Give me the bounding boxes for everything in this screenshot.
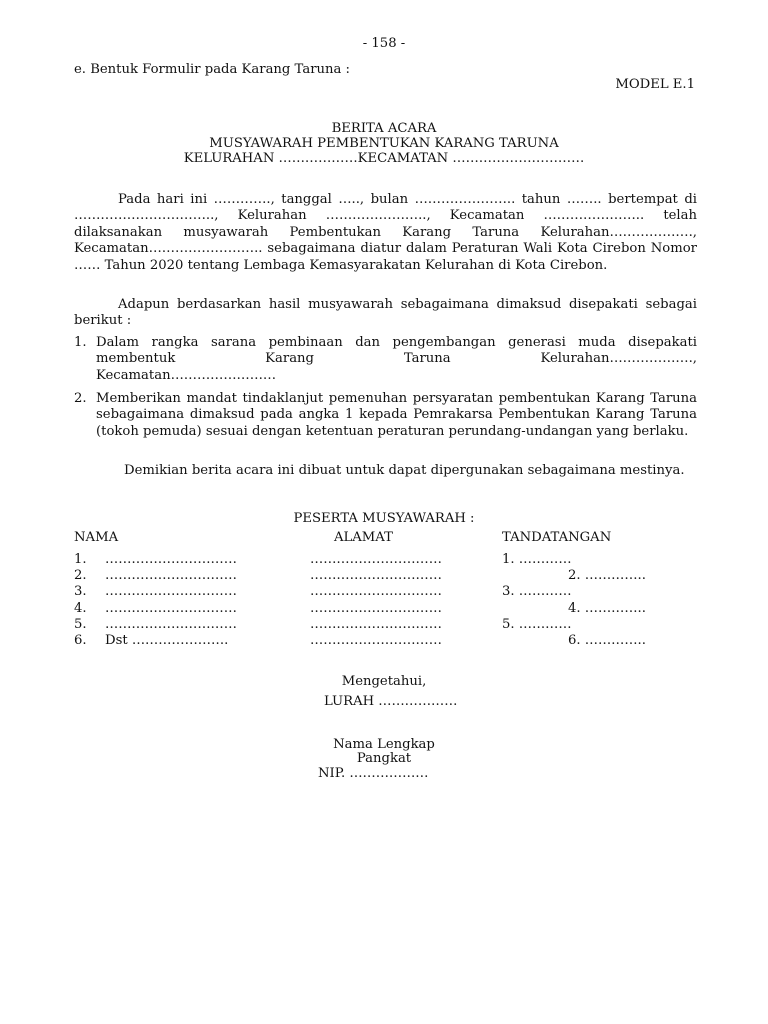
document-title: BERITA ACARA: [331, 121, 437, 136]
table-row: [74, 617, 697, 633]
participant-signature: 4. …………..: [568, 600, 646, 616]
participant-signature: 1. …………: [502, 552, 572, 567]
participant-address: …………………………: [310, 616, 442, 632]
table-row: [74, 568, 697, 584]
participant-number: 3.: [74, 584, 87, 600]
participant-number: 2.: [74, 568, 87, 584]
column-header-tandatangan: TANDATANGAN: [502, 530, 612, 545]
acknowledged-label: Mengetahui,: [341, 674, 427, 689]
item-1-line-2: membentuk Karang Taruna Kelurahan……………….,: [96, 351, 697, 367]
participant-address: …………………………: [310, 584, 442, 600]
participant-name: …………………………: [105, 568, 237, 584]
participant-signature: 5. …………: [502, 616, 572, 632]
model-label: MODEL E.1: [615, 77, 695, 92]
participant-number: 6.: [74, 633, 87, 648]
participants-header-row: [74, 530, 697, 546]
table-row: [74, 601, 697, 617]
table-row: [74, 552, 697, 568]
lurah-signature-line: LURAH ………………: [324, 694, 458, 709]
participant-name: …………………………: [105, 584, 237, 600]
item-2-text: Memberikan mandat tindaklanjut pemenuhan persyaratan pembentukan Karang Taruna sebagaimana dimaksud pada angka 1 kepada Pemrakarsa Pembentukan Karang Taruna (tokoh pemuda) sesuai dengan ketentuan peraturan perundang-undangan yang berlaku.: [96, 391, 697, 439]
table-row: [74, 633, 697, 649]
item-1-line-3: Kecamatan……………………: [96, 367, 277, 383]
agreement-intro-paragraph: Adapun berdasarkan hasil musyawarah sebagaimana dimaksud disepakati sebagai berikut :: [74, 297, 697, 329]
column-header-nama: NAMA: [74, 530, 119, 545]
participant-signature: 6. …………..: [568, 633, 646, 648]
participant-number: 5.: [74, 616, 87, 632]
participants-heading: PESERTA MUSYAWARAH :: [293, 511, 475, 526]
page-number: - 158 -: [362, 36, 406, 51]
participant-address: …………………………: [310, 600, 442, 616]
full-name-label: Nama Lengkap: [333, 737, 435, 752]
nip-line: NIP. ………………: [318, 766, 429, 781]
closing-paragraph: Demikian berita acara ini dibuat untuk dapat dipergunakan sebagaimana mestinya.: [124, 463, 685, 478]
opening-paragraph: Pada hari ini …………., tanggal ….., bulan ………………….. tahun …….. bertempat di ………………………….., Kelurahan ………………….., Kecamatan ………………….. telah dilaksanakan musyawarah Pembentukan Karang Taruna Kelurahan………………., Kecamatan…………………….. sebagaimana diatur dalam Peraturan Wali Kota Cirebon Nomor …… Tahun 2020 tentang Lembaga Kemasyarakatan Kelurahan di Kota Cirebon.: [74, 192, 697, 273]
participant-signature: 3. …………: [502, 584, 572, 600]
table-row: [74, 584, 697, 600]
participant-address: …………………………: [310, 552, 442, 567]
item-number: 1.: [74, 335, 87, 350]
participant-name: …………………………: [105, 616, 237, 632]
item-number: 2.: [74, 391, 87, 406]
participant-address: …………………………: [310, 633, 442, 648]
participant-name: …………………………: [105, 552, 237, 567]
column-header-alamat: ALAMAT: [334, 530, 393, 545]
participant-number: 4.: [74, 600, 87, 616]
participant-name: …………………………: [105, 600, 237, 616]
section-heading: e. Bentuk Formulir pada Karang Taruna :: [74, 62, 350, 77]
document-subtitle: MUSYAWARAH PEMBENTUKAN KARANG TARUNA: [209, 136, 559, 151]
participant-name: Dst ………………….: [105, 633, 229, 648]
document-location-line: KELURAHAN ………………KECAMATAN …………………………: [183, 151, 585, 166]
rank-label: Pangkat: [356, 751, 412, 766]
participant-address: …………………………: [310, 568, 442, 584]
item-1-line-1: Dalam rangka sarana pembinaan dan pengembangan generasi muda disepakati: [96, 335, 697, 350]
participant-signature: 2. …………..: [568, 568, 646, 584]
participant-number: 1.: [74, 552, 87, 567]
